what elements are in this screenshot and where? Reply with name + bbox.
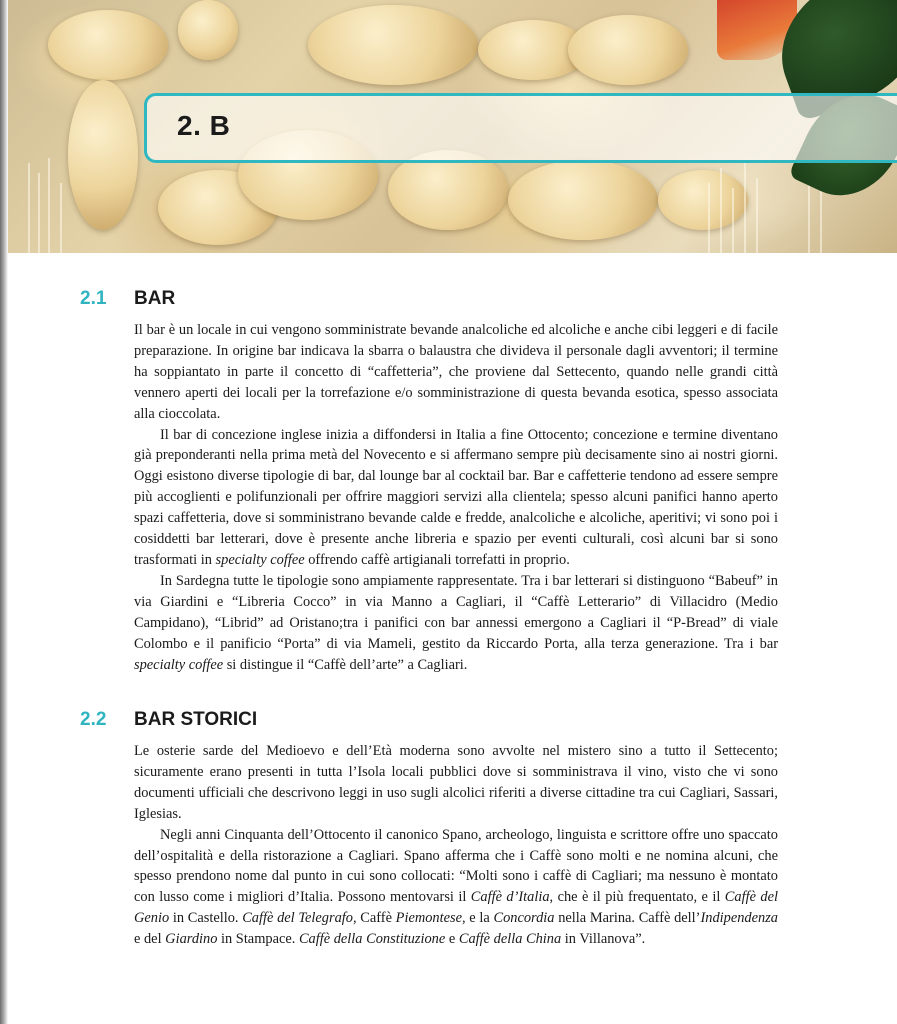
bread-decoration xyxy=(178,0,238,60)
text-run: offrendo caffè artigianali torrefatti in proprio. xyxy=(304,551,570,568)
text-run: In Sardegna tutte le tipologie sono ampiamente rappresentate. Tra i bar letterari si distinguono “Babeuf” in via Giardini e “Libreria Cocco” in via Manno a Cagliari, il “Caffè Letterario” di Villacidro (Medio Campidano), “Librid” ad Oristano;tra i panifici con bar annessi emergono a Cagliari il “P-Bread” di viale Colombo e il panificio “Porta” di via Mameli, gestito da Riccardo Porta, alla terza generazione. Tra i bar xyxy=(134,572,778,652)
italic-text: Caffè del Telegrafo xyxy=(242,910,353,927)
italic-text: Caffè della Constituzione xyxy=(298,931,446,948)
bread-decoration xyxy=(508,160,658,240)
section-number: 2.2 xyxy=(80,709,107,730)
italic-text: Caffè della China xyxy=(458,931,562,948)
bread-decoration xyxy=(658,170,748,230)
fringe-decoration xyxy=(732,188,734,253)
italic-text: Concordia xyxy=(493,910,555,927)
italic-text: specialty coffee xyxy=(134,656,224,673)
section-body xyxy=(134,320,778,675)
text-run: in Stampace. xyxy=(217,931,299,948)
paragraph xyxy=(134,571,778,676)
section-number: 2.1 xyxy=(80,288,107,309)
italic-text: Piemontese xyxy=(395,910,463,927)
chapter-title: 2. B xyxy=(177,110,231,141)
text-run: , Caffè xyxy=(352,910,396,927)
paragraph xyxy=(134,741,778,825)
italic-text: Caffè d’Italia xyxy=(470,889,550,906)
fringe-decoration xyxy=(60,183,62,253)
fringe-decoration xyxy=(708,183,710,253)
fringe-decoration xyxy=(28,163,30,253)
paragraph xyxy=(134,320,778,425)
text-run: in Villanova”. xyxy=(561,931,646,948)
chapter-banner xyxy=(144,93,897,163)
text-run: Negli anni Cinquanta dell’Ottocento il canonico Spano, archeologo, linguista e scrittore offre uno spaccato dell’ospitalità e della ristorazione a Cagliari. Spano afferma che i Caffè sono molti e ne nomina alcuni, che spesso prendono nome dal punto in cui sono collocati: “Molti sono i caffè di Cagliari; ma nessuno è montato con lusso come i migliori d’Italia. Possono mentovarsi il xyxy=(134,826,778,906)
section-heading xyxy=(80,709,257,731)
italic-text: specialty coffee xyxy=(215,551,305,568)
text-run: , che è il più frequentato, e il xyxy=(549,889,725,906)
bread-decoration xyxy=(48,10,168,80)
bread-decoration xyxy=(568,15,688,85)
text-run: Il bar di concezione inglese inizia a diffondersi in Italia a fine Ottocento; concezione e termine diventano già preponderanti nella prima metà del Novecento e si affermano sempre più decisamente sino ai nostri giorni. Oggi esistono diverse tipologie di bar, dal lounge bar al cocktail bar. Bar e caffetterie tendono ad essere sempre più accoglienti e polifunzionali per offrire maggiori servizi alla clientela; spesso alcuni panifici hanno aperto spazi caffetteria, dove si somministrano bevande calde e fredde, analcoliche e alcoliche, aperitivi; vi sono poi i cosiddetti bar letterari, dove è presente anche libreria e spazio per eventi culturali, così alcuni bar si sono trasformati in xyxy=(134,426,778,568)
fringe-decoration xyxy=(756,178,758,253)
section-body xyxy=(134,741,778,950)
text-run: Il bar è un locale in cui vengono somministrate bevande analcoliche ed alcoliche e anche cibi leggeri e di facile preparazione. In origine bar indicava la sbarra o balaustra che divideva il personale dagli avventori; il termine ha soppiantato in parte il concetto di “caffetteria”, che proviene dal Settecento, quando nelle grandi città vennero aperti dei locali per la torrefazione e/o somministrazione di questa bevanda esotica, spesso associata alla cioccolata. xyxy=(134,322,778,422)
section-title: BAR STORICI xyxy=(134,709,258,730)
text-run: , e la xyxy=(462,910,494,927)
fringe-decoration xyxy=(744,163,746,253)
text-run: e del xyxy=(134,931,166,948)
viewer-edge-shadow xyxy=(0,0,8,1024)
text-run: in Castello. xyxy=(169,910,243,927)
section-heading xyxy=(80,288,175,310)
bread-decoration xyxy=(68,80,138,230)
hero-image xyxy=(8,0,897,253)
text-run: si distingue il “Caffè dell’arte” a Cagliari. xyxy=(223,656,468,673)
text-run: e xyxy=(445,931,459,948)
fringe-decoration xyxy=(48,158,50,253)
fringe-decoration xyxy=(38,173,40,253)
fringe-decoration xyxy=(720,168,722,253)
italic-text: Indipendenza xyxy=(700,910,778,927)
text-run: nella Marina. Caffè dell’ xyxy=(554,910,701,927)
section-title: BAR xyxy=(134,288,176,309)
italic-text: Giardino xyxy=(165,931,218,948)
bread-decoration xyxy=(308,5,478,85)
italic-text: Caffè del Genio xyxy=(134,889,778,927)
paragraph xyxy=(134,825,778,950)
text-run: Le osterie sarde del Medioevo e dell’Età moderna sono avvolte nel mistero sino a tutto il Settecento; sicuramente erano presenti in tutta l’Isola locali pubblici dove si somministrava il vino, visto che vi sono documenti ufficiali che descrivono leggi in uso sugli alcolici riferiti a diverse cittadine tra cui Cagliari, Sassari, Iglesias. xyxy=(134,743,778,822)
paragraph xyxy=(134,425,778,571)
